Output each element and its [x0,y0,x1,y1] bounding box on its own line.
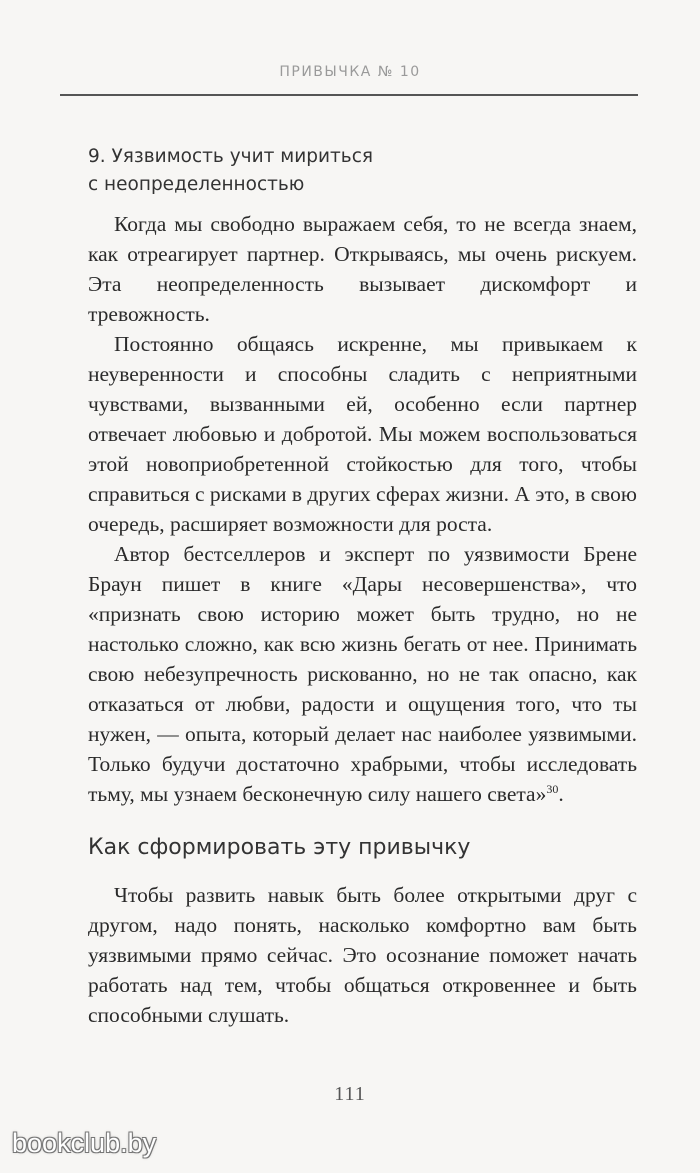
footnote-reference: 30 [546,781,559,796]
section-heading-line-2: с неопределенностью [88,174,305,195]
section-body [88,209,637,809]
quote-text: Автор бестселлеров и эксперт по уязвимости Брене Браун пишет в книге «Дары несовершенства», что «признать свою историю может быть трудно, но не настолько сложно, как всю жизнь бегать от нее. Принимать свою небезупречность рискованно, но не так опасно, как отказаться от любви, радости и ощущения того, что ты нужен, — опыта, который делает нас наиболее уязвимыми. Только будучи достаточно храбрыми, чтобы исследовать тьму, мы узнаем бесконечную силу нашего света» [88,542,637,806]
subsection-body [88,880,637,1030]
running-header: ПРИВЫЧКА № 10 [279,64,421,80]
subsection-heading: Как сформировать эту привычку [88,835,471,860]
section-heading-line-1: 9. Уязвимость учит мириться [88,146,373,167]
quote-paragraph [88,539,637,809]
paragraph: Постоянно общаясь искренне, мы привыкаем к неуверенности и способны сладить с неприятными чувствами, вызванными ей, особенно если партнер отвечает любовью и добротой. Мы можем воспользоваться этой новоприобретенной стойкостью для того, чтобы справиться с рисками в других сферах жизни. А это, в свою очередь, расширяет возможности для роста. [88,332,637,536]
section-heading [88,143,608,199]
paragraph: Когда мы свободно выражаем себя, то не всегда знаем, как отреагирует партнер. Открываясь, мы очень рискуем. Эта неопределенность вызывает дискомфорт и тревожность. [88,212,637,326]
page-number: 111 [334,1083,366,1105]
paragraph: Чтобы развить навык быть более открытыми друг с другом, надо понять, насколько комфортно вам быть уязвимыми прямо сейчас. Это осознание поможет начать работать над тем, чтобы общаться откровеннее и быть способными слушать. [88,883,637,1027]
header-rule [60,94,638,96]
watermark-logo: bookclub.by [12,1128,157,1158]
quote-end-punctuation: . [558,782,564,806]
